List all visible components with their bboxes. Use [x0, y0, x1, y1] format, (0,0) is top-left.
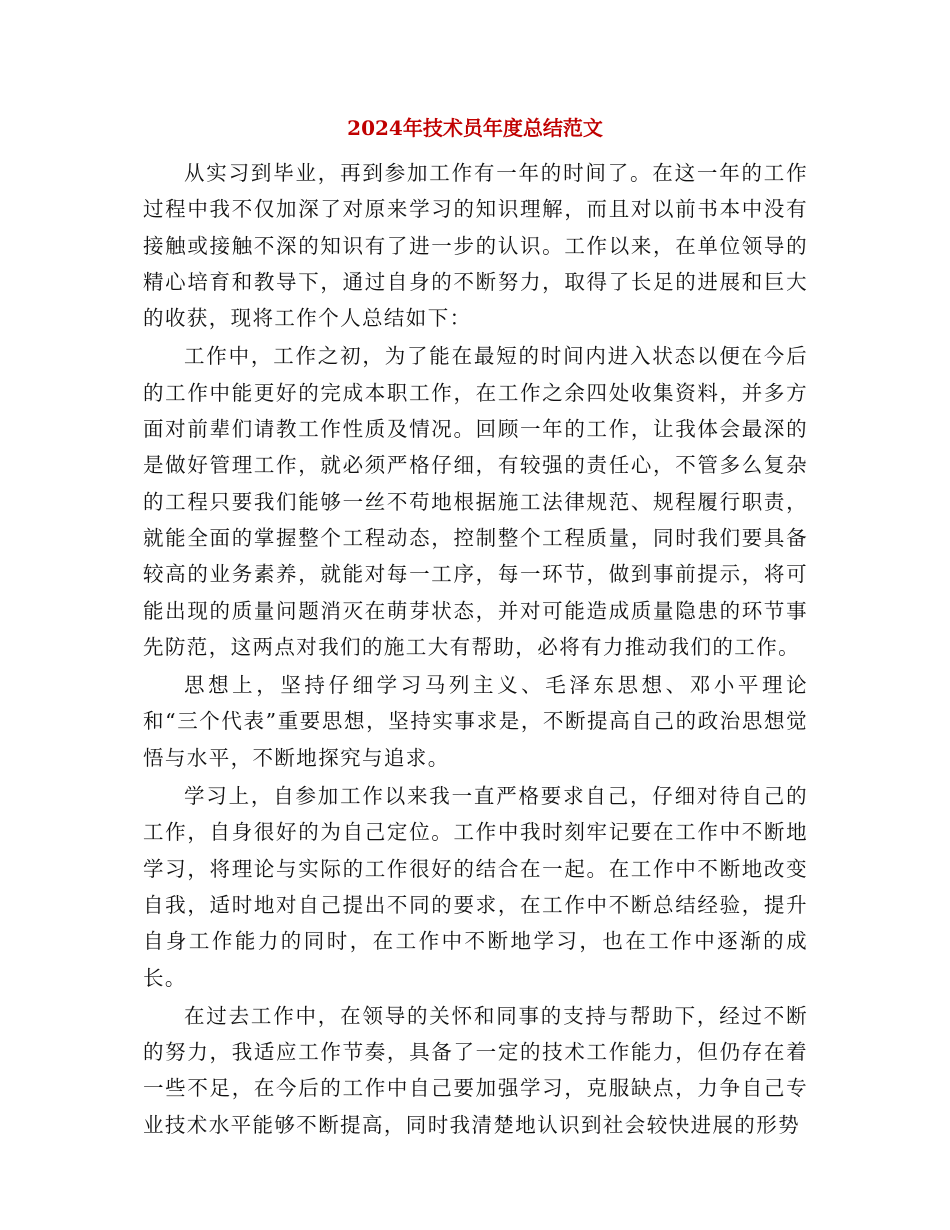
- document-title: 2024年技术员年度总结范文: [347, 116, 603, 140]
- paragraph-work: 工作中，工作之初，为了能在最短的时间内进入状态以便在今后的工作中能更好的完成本职工作，在工作之余四处收集资料，并多方面对前辈们请教工作性质及情况。回顾一年的工作，让我体会最深的是做好管理工作，就必须严格仔细，有较强的责任心，不管多么复杂的工程只要我们能够一丝不苟地根据施工法律规范、规程履行职责，就能全面的掌握整个工程动态，控制整个工程质量，同时我们要具备较高的业务素养，就能对每一工序，每一环节，做到事前提示，将可能出现的质量问题消灭在萌芽状态，并对可能造成质量隐患的环节事先防范，这两点对我们的施工大有帮助，必将有力推动我们的工作。: [143, 344, 808, 659]
- paragraph-reflection: 在过去工作中，在领导的关怀和同事的支持与帮助下，经过不断的努力，我适应工作节奏，具备了一定的技术工作能力，但仍存在着一些不足，在今后的工作中自己要加强学习，克服缺点，力争自己专业技术水平能够不断提高，同时我清楚地认识到社会较快进展的形势: [143, 1003, 808, 1137]
- paragraph-study: 学习上，自参加工作以来我一直严格要求自己，仔细对待自己的工作，自身很好的为自己定位。工作中我时刻牢记要在工作中不断地学习，将理论与实际的工作很好的结合在一起。在工作中不断地改变自我，适时地对自己提出不同的要求，在工作中不断总结经验，提升自身工作能力的同时，在工作中不断地学习，也在工作中逐渐的成长。: [143, 784, 808, 990]
- paragraph-thought: 思想上，坚持仔细学习马列主义、毛泽东思想、邓小平理论和“三个代表”重要思想，坚持实事求是，不断提高自己的政治思想觉悟与水平，不断地探究与追求。: [143, 673, 808, 770]
- paragraph-intro: 从实习到毕业，再到参加工作有一年的时间了。在这一年的工作过程中我不仅加深了对原来学习的知识理解，而且对以前书本中没有接触或接触不深的知识有了进一步的认识。工作以来，在单位领导的精心培育和教导下，通过自身的不断努力，取得了长足的进展和巨大的收获，现将工作个人总结如下：: [143, 161, 808, 331]
- document-body: [143, 155, 808, 1143]
